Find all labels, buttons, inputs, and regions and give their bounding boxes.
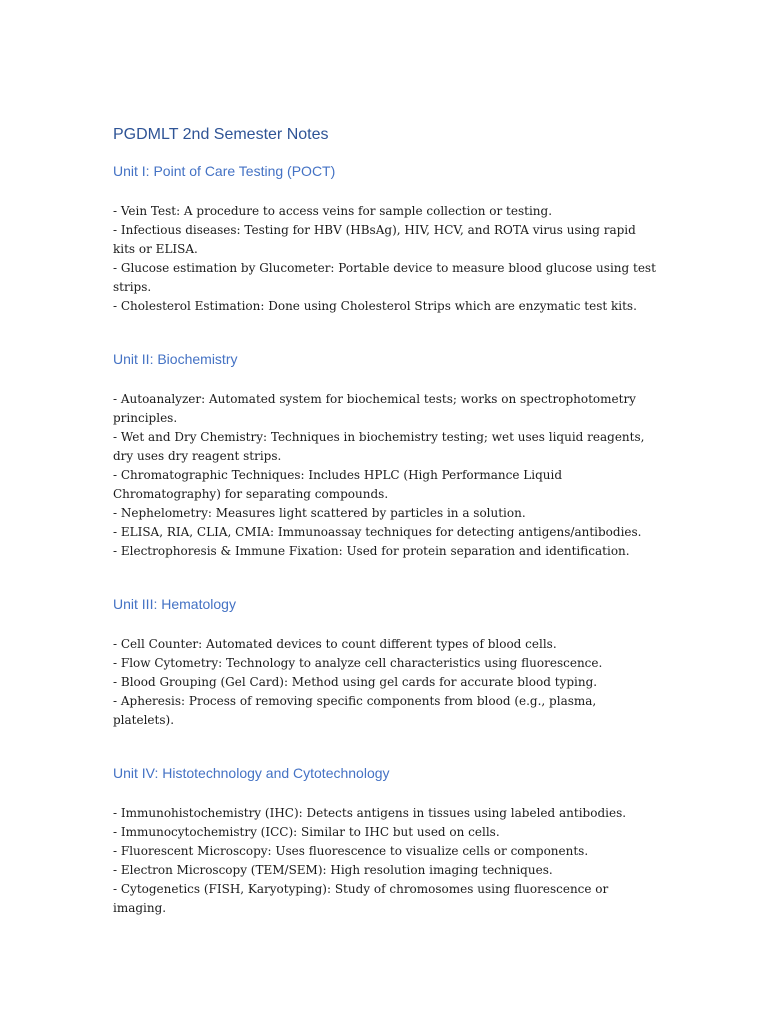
- document-title: PGDMLT 2nd Semester Notes: [113, 126, 329, 143]
- list-item: - Apheresis: Process of removing specific components from blood (e.g., plasma, platelets).: [113, 694, 597, 727]
- unit-4-section: [113, 763, 658, 918]
- list-item: - Autoanalyzer: Automated system for biochemical tests; works on spectrophotometry principles.: [113, 392, 636, 425]
- unit-1-section: [113, 161, 658, 316]
- list-item: - Immunohistochemistry (IHC): Detects antigens in tissues using labeled antibodies.: [113, 806, 627, 820]
- unit-3-heading: Unit III: Hematology: [113, 596, 236, 612]
- unit-2-section: [113, 349, 658, 561]
- document-content: [113, 124, 658, 918]
- list-item: - Electron Microscopy (TEM/SEM): High resolution imaging techniques.: [113, 863, 553, 877]
- list-item: - Fluorescent Microscopy: Uses fluorescence to visualize cells or components.: [113, 844, 589, 858]
- list-item: - Wet and Dry Chemistry: Techniques in biochemistry testing; wet uses liquid reagents, dry uses dry reagent strips.: [113, 430, 645, 463]
- list-item: - Cholesterol Estimation: Done using Cholesterol Strips which are enzymatic test kits.: [113, 299, 637, 313]
- unit-1-list: [113, 202, 658, 316]
- list-item: - Chromatographic Techniques: Includes HPLC (High Performance Liquid Chromatography) for separating compounds.: [113, 468, 563, 501]
- unit-1-heading: Unit I: Point of Care Testing (POCT): [113, 163, 336, 179]
- list-item: - Flow Cytometry: Technology to analyze cell characteristics using fluorescence.: [113, 656, 603, 670]
- list-item: - Blood Grouping (Gel Card): Method using gel cards for accurate blood typing.: [113, 675, 598, 689]
- unit-4-heading: Unit IV: Histotechnology and Cytotechnology: [113, 765, 390, 781]
- unit-2-heading: Unit II: Biochemistry: [113, 351, 238, 367]
- list-item: - Cell Counter: Automated devices to count different types of blood cells.: [113, 637, 557, 651]
- list-item: - Immunocytochemistry (ICC): Similar to IHC but used on cells.: [113, 825, 500, 839]
- list-item: - Electrophoresis & Immune Fixation: Used for protein separation and identification.: [113, 544, 630, 558]
- unit-2-list: [113, 390, 658, 561]
- list-item: - Infectious diseases: Testing for HBV (HBsAg), HIV, HCV, and ROTA virus using rapid kits or ELISA.: [113, 223, 636, 256]
- unit-3-section: [113, 594, 658, 730]
- list-item: - Cytogenetics (FISH, Karyotyping): Study of chromosomes using fluorescence or imaging.: [113, 882, 609, 915]
- list-item: - ELISA, RIA, CLIA, CMIA: Immunoassay techniques for detecting antigens/antibodies.: [113, 525, 642, 539]
- list-item: - Vein Test: A procedure to access veins for sample collection or testing.: [113, 204, 553, 218]
- unit-4-list: [113, 804, 658, 918]
- unit-3-list: [113, 635, 658, 730]
- list-item: - Nephelometry: Measures light scattered by particles in a solution.: [113, 506, 526, 520]
- list-item: - Glucose estimation by Glucometer: Portable device to measure blood glucose using test strips.: [113, 261, 656, 294]
